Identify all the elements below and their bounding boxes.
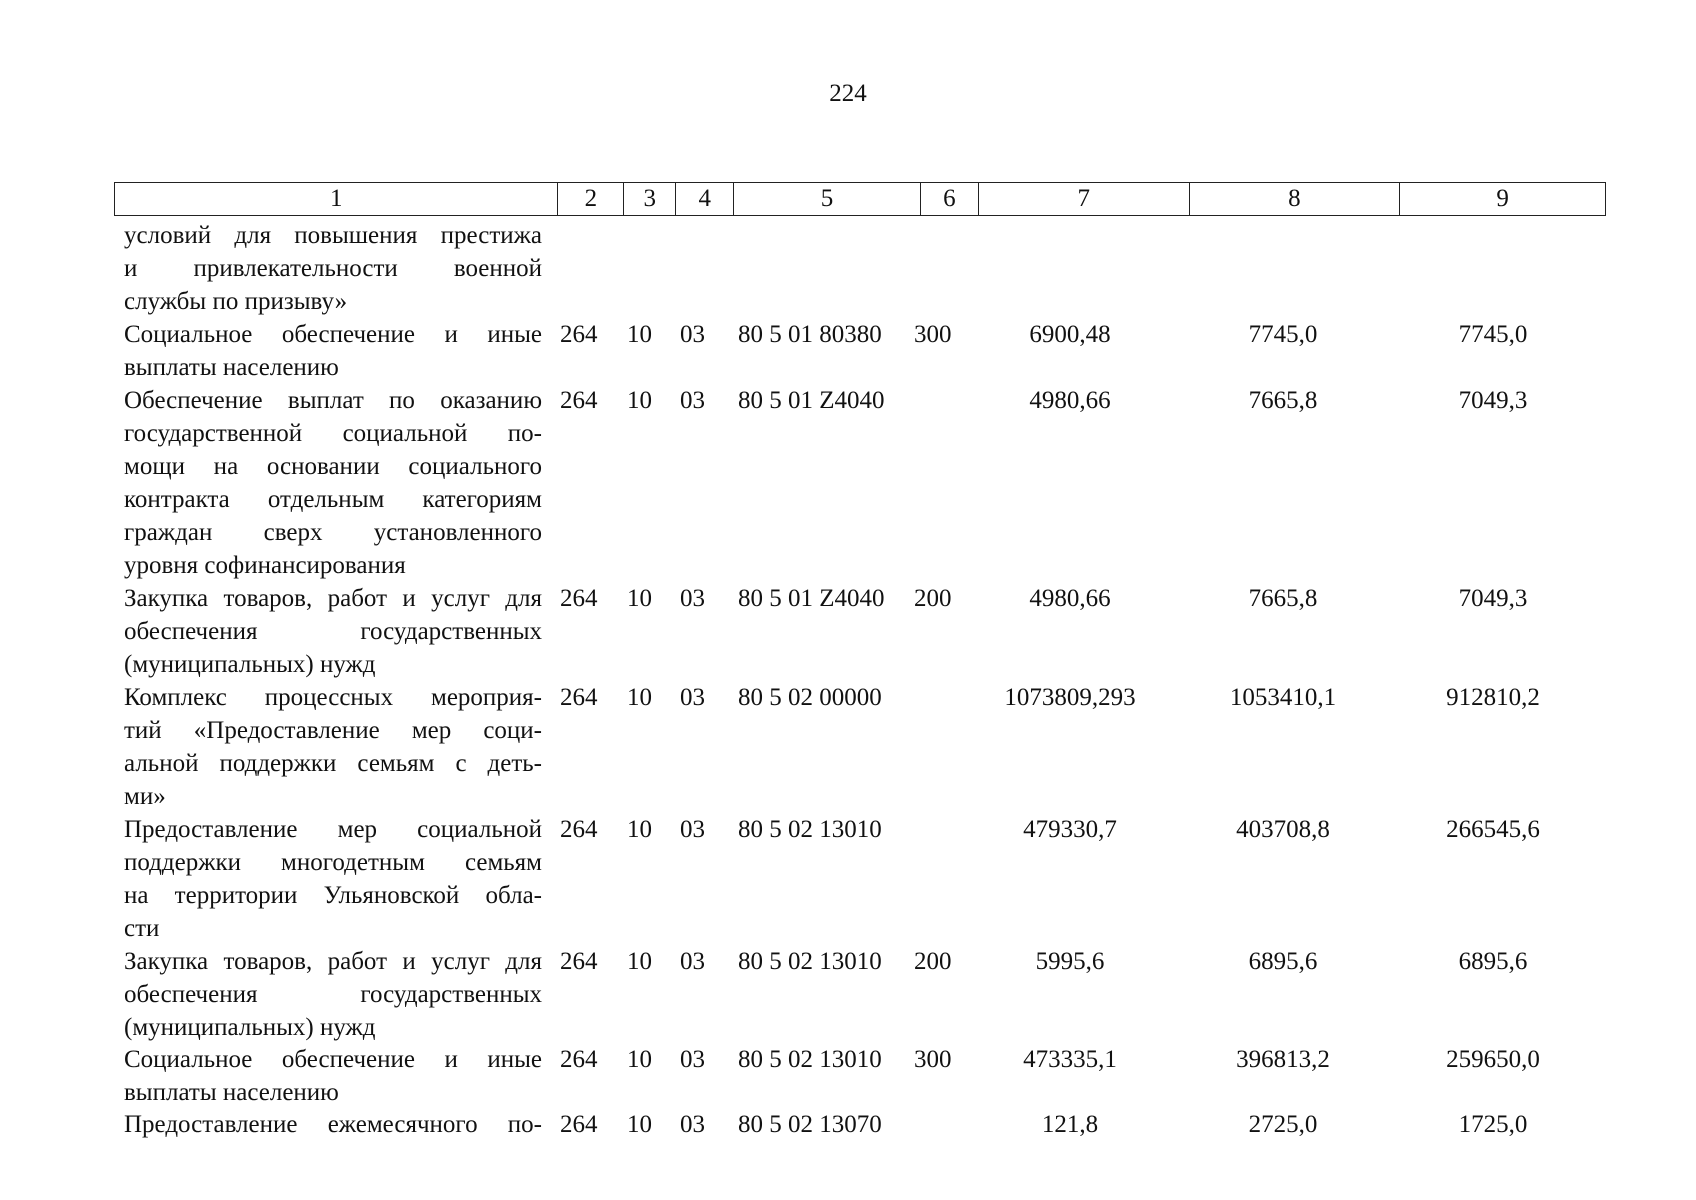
description-line: контракта отдельным категориям bbox=[124, 486, 542, 513]
page-number: 224 bbox=[829, 80, 867, 107]
cell-col-5: 80 5 02 13010 bbox=[738, 948, 882, 975]
description-line: выплаты населению bbox=[124, 1079, 339, 1106]
cell-col-6: 200 bbox=[914, 585, 952, 612]
cell-col-6: 300 bbox=[914, 321, 952, 348]
cell-col-9: 6895,6 bbox=[1458, 948, 1528, 975]
description-line: на территории Ульяновской обла- bbox=[124, 882, 542, 909]
description-line: граждан сверх установленного bbox=[124, 519, 542, 546]
cell-col-2: 264 bbox=[560, 1111, 598, 1138]
cell-col-4: 03 bbox=[680, 948, 705, 975]
cell-col-9: 7049,3 bbox=[1458, 387, 1528, 414]
header-col-4: 4 bbox=[676, 183, 734, 215]
cell-col-4: 03 bbox=[680, 585, 705, 612]
description-line: Комплекс процессных мероприя- bbox=[124, 684, 542, 711]
description-line: сти bbox=[124, 915, 160, 942]
cell-col-8: 403708,8 bbox=[1236, 816, 1330, 843]
row-description bbox=[124, 384, 542, 582]
description-line: поддержки многодетным семьям bbox=[124, 849, 542, 876]
cell-col-2: 264 bbox=[560, 816, 598, 843]
cell-col-4: 03 bbox=[680, 816, 705, 843]
cell-col-3: 10 bbox=[627, 948, 652, 975]
cell-col-7: 5995,6 bbox=[1035, 948, 1105, 975]
row-description bbox=[124, 219, 542, 318]
cell-col-9: 7745,0 bbox=[1458, 321, 1528, 348]
description-line: мощи на основании социального bbox=[124, 453, 542, 480]
cell-col-3: 10 bbox=[627, 387, 652, 414]
description-line: Закупка товаров, работ и услуг для bbox=[124, 585, 542, 612]
description-line: условий для повышения престижа bbox=[124, 222, 542, 249]
description-line: Предоставление мер социальной bbox=[124, 816, 542, 843]
cell-col-8: 396813,2 bbox=[1236, 1046, 1330, 1073]
description-line: уровня софинансирования bbox=[124, 552, 406, 579]
cell-col-4: 03 bbox=[680, 321, 705, 348]
cell-col-3: 10 bbox=[627, 1046, 652, 1073]
header-col-8: 8 bbox=[1190, 183, 1401, 215]
cell-col-5: 80 5 02 13010 bbox=[738, 816, 882, 843]
cell-col-7: 1073809,293 bbox=[1004, 684, 1136, 711]
cell-col-4: 03 bbox=[680, 387, 705, 414]
cell-col-6: 200 bbox=[914, 948, 952, 975]
description-line: Закупка товаров, работ и услуг для bbox=[124, 948, 542, 975]
description-line: обеспечения государственных bbox=[124, 981, 542, 1008]
cell-col-7: 473335,1 bbox=[1023, 1046, 1117, 1073]
cell-col-5: 80 5 01 Z4040 bbox=[738, 387, 885, 414]
cell-col-3: 10 bbox=[627, 684, 652, 711]
row-description bbox=[124, 582, 542, 681]
cell-col-9: 266545,6 bbox=[1446, 816, 1540, 843]
cell-col-7: 4980,66 bbox=[1029, 387, 1111, 414]
row-description bbox=[124, 681, 542, 813]
cell-col-2: 264 bbox=[560, 948, 598, 975]
description-line: (муниципальных) нужд bbox=[124, 651, 376, 678]
header-col-5: 5 bbox=[734, 183, 921, 215]
cell-col-7: 121,8 bbox=[1041, 1111, 1099, 1138]
cell-col-9: 259650,0 bbox=[1446, 1046, 1540, 1073]
description-line: Предоставление ежемесячного по- bbox=[124, 1111, 542, 1138]
cell-col-3: 10 bbox=[627, 816, 652, 843]
cell-col-4: 03 bbox=[680, 1046, 705, 1073]
cell-col-4: 03 bbox=[680, 1111, 705, 1138]
description-line: ми» bbox=[124, 783, 166, 810]
description-line: тий «Предоставление мер соци- bbox=[124, 717, 542, 744]
cell-col-2: 264 bbox=[560, 684, 598, 711]
cell-col-2: 264 bbox=[560, 585, 598, 612]
cell-col-4: 03 bbox=[680, 684, 705, 711]
cell-col-8: 7665,8 bbox=[1248, 387, 1318, 414]
cell-col-2: 264 bbox=[560, 387, 598, 414]
row-description bbox=[124, 1108, 542, 1141]
description-line: Социальное обеспечение и иные bbox=[124, 1046, 542, 1073]
row-description bbox=[124, 318, 542, 384]
header-col-2: 2 bbox=[558, 183, 624, 215]
row-description bbox=[124, 945, 542, 1044]
cell-col-5: 80 5 01 Z4040 bbox=[738, 585, 885, 612]
cell-col-8: 1053410,1 bbox=[1229, 684, 1337, 711]
cell-col-3: 10 bbox=[627, 321, 652, 348]
row-description bbox=[124, 813, 542, 945]
cell-col-3: 10 bbox=[627, 1111, 652, 1138]
cell-col-6: 300 bbox=[914, 1046, 952, 1073]
cell-col-9: 7049,3 bbox=[1458, 585, 1528, 612]
header-col-6: 6 bbox=[921, 183, 979, 215]
header-col-7: 7 bbox=[979, 183, 1190, 215]
description-line: (муниципальных) нужд bbox=[124, 1014, 376, 1041]
description-line: выплаты населению bbox=[124, 354, 339, 381]
cell-col-2: 264 bbox=[560, 321, 598, 348]
cell-col-5: 80 5 02 13010 bbox=[738, 1046, 882, 1073]
cell-col-8: 2725,0 bbox=[1248, 1111, 1318, 1138]
cell-col-5: 80 5 01 80380 bbox=[738, 321, 882, 348]
description-line: альной поддержки семьям с деть- bbox=[124, 750, 542, 777]
cell-col-8: 6895,6 bbox=[1248, 948, 1318, 975]
row-description bbox=[124, 1043, 542, 1109]
cell-col-8: 7665,8 bbox=[1248, 585, 1318, 612]
header-col-1: 1 bbox=[115, 183, 558, 215]
header-col-3: 3 bbox=[624, 183, 676, 215]
cell-col-7: 6900,48 bbox=[1029, 321, 1111, 348]
cell-col-5: 80 5 02 13070 bbox=[738, 1111, 882, 1138]
cell-col-2: 264 bbox=[560, 1046, 598, 1073]
cell-col-5: 80 5 02 00000 bbox=[738, 684, 882, 711]
description-line: обеспечения государственных bbox=[124, 618, 542, 645]
description-line: Социальное обеспечение и иные bbox=[124, 321, 542, 348]
description-line: Обеспечение выплат по оказанию bbox=[124, 387, 542, 414]
description-line: государственной социальной по- bbox=[124, 420, 542, 447]
cell-col-7: 4980,66 bbox=[1029, 585, 1111, 612]
header-col-9: 9 bbox=[1496, 185, 1509, 212]
description-line: и привлекательности военной bbox=[124, 255, 542, 282]
cell-col-9: 1725,0 bbox=[1458, 1111, 1528, 1138]
cell-col-8: 7745,0 bbox=[1248, 321, 1318, 348]
cell-col-7: 479330,7 bbox=[1023, 816, 1117, 843]
cell-col-3: 10 bbox=[627, 585, 652, 612]
description-line: службы по призыву» bbox=[124, 288, 348, 315]
cell-col-9: 912810,2 bbox=[1446, 684, 1540, 711]
